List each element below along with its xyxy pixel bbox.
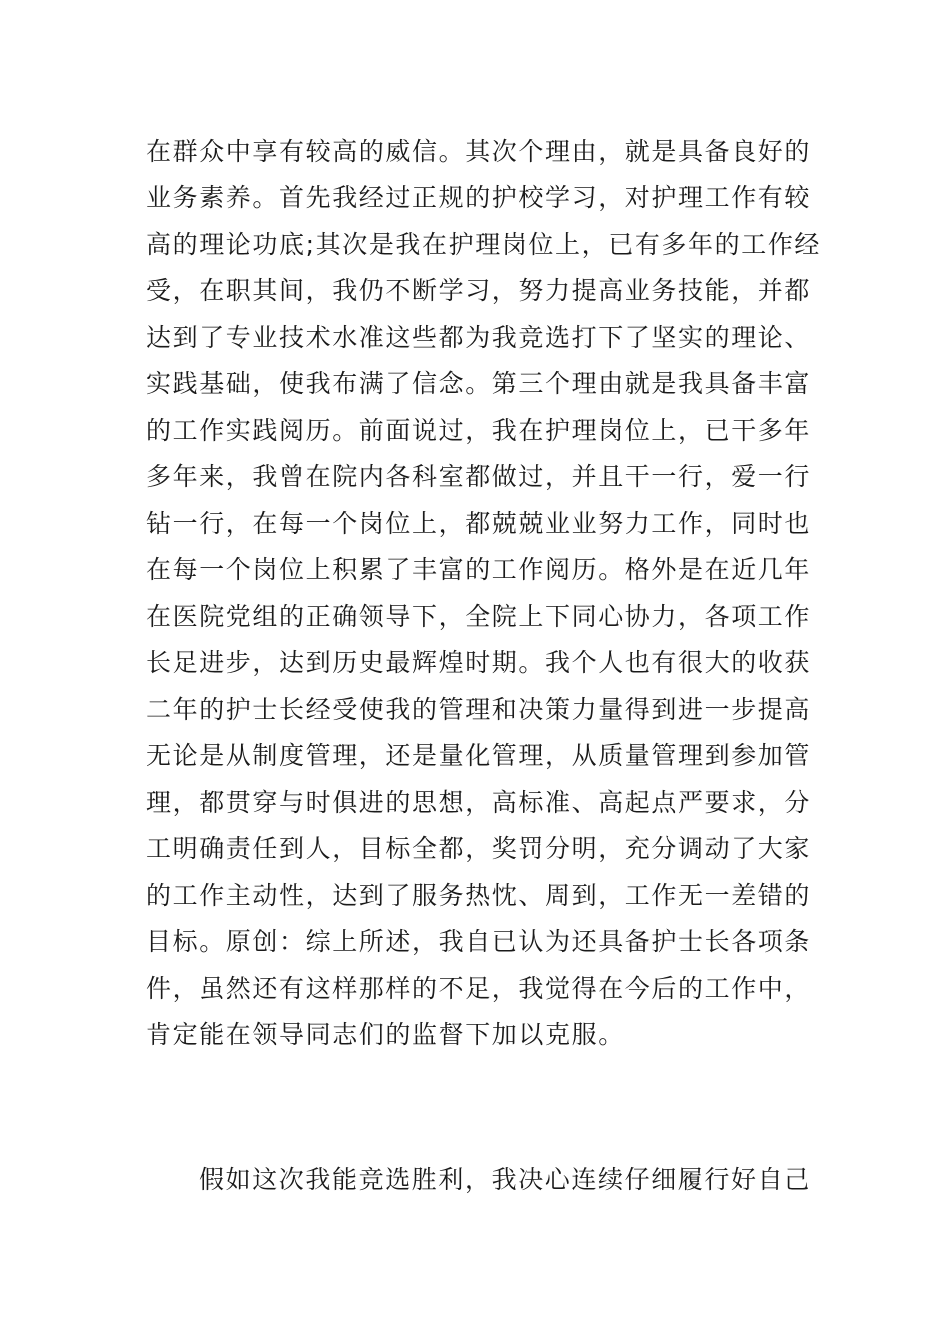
text-line: 业务素养。首先我经过正规的护校学习，对护理工作有较 — [146, 183, 812, 212]
text-line: 的工作主动性，达到了服务热忱、周到，工作无一差错的 — [146, 881, 812, 910]
text-line: 实践基础，使我布满了信念。第三个理由就是我具备丰富 — [146, 369, 812, 398]
text-line: 目标。原创：综上所述，我自已认为还具备护士长各项条 — [146, 927, 812, 956]
text-line: 受，在职其间，我仍不断学习，努力提高业务技能，并都 — [146, 276, 812, 305]
text-line: 肯定能在领导同志们的监督下加以克服。 — [146, 1020, 625, 1049]
text-line: 理，都贯穿与时俱进的思想，高标准、高起点严要求，分 — [146, 788, 812, 817]
text-line: 达到了专业技术水准这些都为我竞选打下了坚实的理论、 — [146, 323, 812, 352]
text-line: 钻一行，在每一个岗位上，都兢兢业业努力工作，同时也 — [146, 509, 812, 538]
text-line: 件，虽然还有这样那样的不足，我觉得在今后的工作中， — [146, 974, 812, 1003]
text-line: 假如这次我能竞选胜利，我决心连续仔细履行好自己 — [199, 1165, 811, 1194]
text-line: 二年的护士长经受使我的管理和决策力量得到进一步提高 — [146, 695, 812, 724]
text-line: 高的理论功底;其次是我在护理岗位上，已有多年的工作经 — [146, 230, 822, 259]
text-line: 的工作实践阅历。前面说过，我在护理岗位上，已干多年 — [146, 416, 812, 445]
text-line: 在医院党组的正确领导下，全院上下同心协力，各项工作 — [146, 602, 812, 631]
text-line: 工明确责任到人，目标全都，奖罚分明，充分调动了大家 — [146, 834, 812, 863]
text-line: 在每一个岗位上积累了丰富的工作阅历。格外是在近几年 — [146, 555, 812, 584]
text-line: 在群众中享有较高的威信。其次个理由，就是具备良好的 — [146, 137, 812, 166]
text-line: 无论是从制度管理，还是量化管理，从质量管理到参加管 — [146, 741, 812, 770]
text-line: 长足进步，达到历史最辉煌时期。我个人也有很大的收获 — [146, 648, 812, 677]
text-line: 多年来，我曾在院内各科室都做过，并且干一行，爱一行 — [146, 462, 812, 491]
